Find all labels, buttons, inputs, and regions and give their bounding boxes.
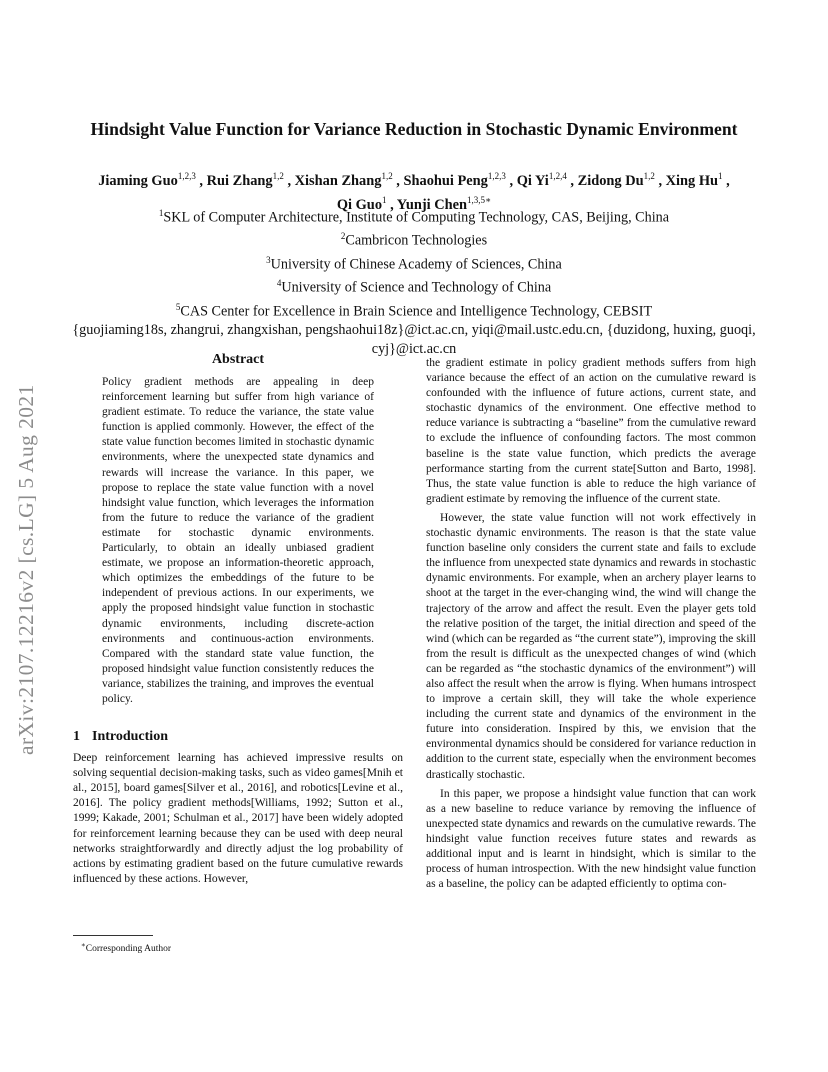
affiliation-marker: 1	[158, 208, 164, 218]
author-name: Xishan Zhang	[294, 172, 382, 189]
right-paragraph-3: In this paper, we propose a hindsight value function that can work as a new baseline to reduce variance by removing the influence of unexpected state dynamics and rewards on the cumulative rewards. The hindsight value function receives future states and rewards as additional input and is learnt in hindsight, which is similar to the process of human introspection. With the new hindsight value function as a baseline, the policy can be adapted efficiently to optima con-	[426, 787, 756, 891]
affiliation-text: {guojiaming18s, zhangrui, zhangxishan, pengshaohui18z}@ict.ac.cn, yiqi@mail.ustc.edu.cn, {duzidong, huxing, guoqi, cyj}@ict.ac.cn	[72, 322, 756, 357]
affiliation-text: University of Chinese Academy of Sciences, China	[270, 256, 562, 273]
author	[207, 173, 295, 189]
author-name: Jiaming Guo	[98, 172, 178, 189]
paper-title: Hindsight Value Function for Variance Reduction in Stochastic Dynamic Environment	[90, 119, 738, 139]
author-affiliation-marker: 1,2	[643, 171, 655, 181]
affiliation-text: University of Science and Technology of China	[281, 280, 552, 297]
author	[517, 173, 578, 189]
footnote-mark: ∗	[81, 941, 86, 949]
affiliation-text: Cambricon Technologies	[345, 233, 488, 250]
affiliation-marker: 3	[266, 254, 271, 265]
left-column	[73, 352, 403, 887]
author-name: Zidong Du	[577, 172, 644, 189]
section-title: Introduction	[92, 729, 168, 745]
author-name: Xing Hu	[665, 172, 719, 189]
author-name: Qi Guo	[336, 196, 383, 213]
affiliation	[60, 274, 768, 297]
arxiv-stamp[interactable]: arXiv:2107.12216v2 [cs.LG] 5 Aug 2021	[14, 384, 38, 755]
footnote-text: Corresponding Author	[85, 944, 171, 955]
affiliation	[60, 298, 768, 321]
author-separator: ,	[505, 172, 517, 189]
affiliation-marker: 4	[276, 278, 282, 289]
intro-paragraph-1: Deep reinforcement learning has achieved impressive results on solving sequential decision-making tasks, such as video games[Mnih et al., 2015], board games[Silver et al., 2016], and robotics[Levine et al., 2016]. The policy gradient methods[Williams, 1992; Sutton et al., 1999; Kakade, 2001; Schulman et al., 2017] have been widely adopted for reinforcement learning because they can be used with deep neural networks straightforwardly and directly adjust the log probability of actions by estimating gradient based on the future cumulative rewards influenced by these actions. However,	[73, 752, 403, 885]
affiliation-marker: 2	[340, 231, 346, 242]
author	[98, 173, 206, 189]
author-affiliation-marker: 1	[718, 171, 723, 181]
author	[295, 173, 404, 189]
author-affiliation-marker: 1,2,3	[177, 171, 196, 181]
author-name: Shaohui Peng	[403, 172, 488, 189]
footnote	[81, 939, 171, 955]
affiliation-marker: 5	[175, 301, 181, 312]
author-affiliation-marker: 1,3,5∗	[467, 194, 492, 205]
author	[666, 173, 730, 189]
affiliation	[60, 227, 768, 250]
right-column	[426, 356, 756, 892]
author	[404, 173, 517, 189]
author-separator: ,	[654, 172, 666, 189]
author-name: Yunji Chen	[396, 196, 468, 213]
author-separator: ,	[386, 196, 397, 213]
affiliation	[60, 251, 768, 274]
author-affiliation-marker: 1,2	[272, 171, 284, 181]
author-affiliation-marker: 1,2,3	[487, 171, 506, 181]
right-paragraph-2: However, the state value function will not work effectively in stochastic dynamic environments. The reason is that the state value function baseline only considers the current state and fails to exclude the influence from unexpected state dynamics and rewards in stochastic dynamic environments. For example, when an archery player learns to shoot at the target in the ever-changing wind, the wind will change the trajectory of the arrow and affect the result. Even the player gets told the relative position of the target, the initial direction and speed of the wind (which can be regarded as “the current state”), improving the skill from the result is difficult as the unexpected changes of wind (which can be regarded as “the stochastic dynamics of the environment”) will also affect the result when the arrow is flying. When humans introspect to improve a certain skill, they will take the whole experience including the current state and dynamics of the environment in the future into consideration. Inspired by this, we envision that the environmental dynamics should be considered for variance reduction in addition to the current state, especially when the environment becomes drastically stochastic.	[426, 511, 756, 781]
author-separator: ,	[392, 172, 404, 189]
author-separator: ,	[283, 172, 295, 189]
section-number: 1	[73, 729, 80, 745]
author-name: Rui Zhang	[206, 172, 273, 189]
author-separator: ,	[566, 172, 578, 189]
footnote-rule	[73, 935, 153, 936]
author	[578, 173, 666, 189]
author-affiliation-marker: 1,2,4	[548, 171, 567, 181]
affiliation-text: SKL of Computer Architecture, Institute of Computing Technology, CAS, Beijing, China	[163, 209, 670, 226]
affiliation	[60, 204, 768, 227]
abstract-body: Policy gradient methods are appealing in deep reinforcement learning but suffer from high variance of gradient estimate. To reduce the variance, the state value function is applied commonly. However, the effect of the state value function becomes limited in stochastic dynamic environments, where the unexpected state dynamics and rewards will increase the variance. In this paper, we propose to replace the state value function with a novel hindsight value function, which leverages the information from the future to reduce the variance of the gradient estimate for stochastic dynamic environments. Particularly, to obtain an ideally unbiased gradient estimate, we propose an information-theoretic approach, which optimizes the embeddings of the future to be independent of previous actions. In our experiments, we apply the proposed hindsight value function in stochastic dynamic environments, including discrete-action environments and continuous-action environments. Compared with the standard state value function, the proposed hindsight value function consistently reduces the variance, stabilizes the training, and improves the eventual policy.	[102, 376, 374, 705]
author-separator: ,	[195, 172, 207, 189]
author-affiliation-marker: 1	[382, 194, 387, 205]
affiliation-list	[60, 204, 768, 359]
section-heading-introduction	[73, 729, 403, 745]
abstract-heading: Abstract	[211, 352, 265, 367]
right-paragraph-1: the gradient estimate in policy gradient methods suffers from high variance because the effect of an action on the cumulative reward is confounded with the influence of future actions, current state, and stochastic dynamics of the environment. One effective method to reduce variance is subtracting a “baseline” from the cumulative reward to exclude the influence of confounding factors. The most common baseline is the state value function, which predicts the average performance starting from the current state[Sutton and Barto, 1998]. Thus, the state value function is able to reduce the high variance of gradient estimate by removing the influence of the current state.	[426, 357, 756, 505]
author-affiliation-marker: 1,2	[381, 171, 393, 181]
author-separator: ,	[722, 172, 730, 189]
affiliation-text: CAS Center for Excellence in Brain Science and Intelligence Technology, CEBSIT	[180, 303, 653, 320]
author-name: Qi Yi	[516, 172, 549, 189]
